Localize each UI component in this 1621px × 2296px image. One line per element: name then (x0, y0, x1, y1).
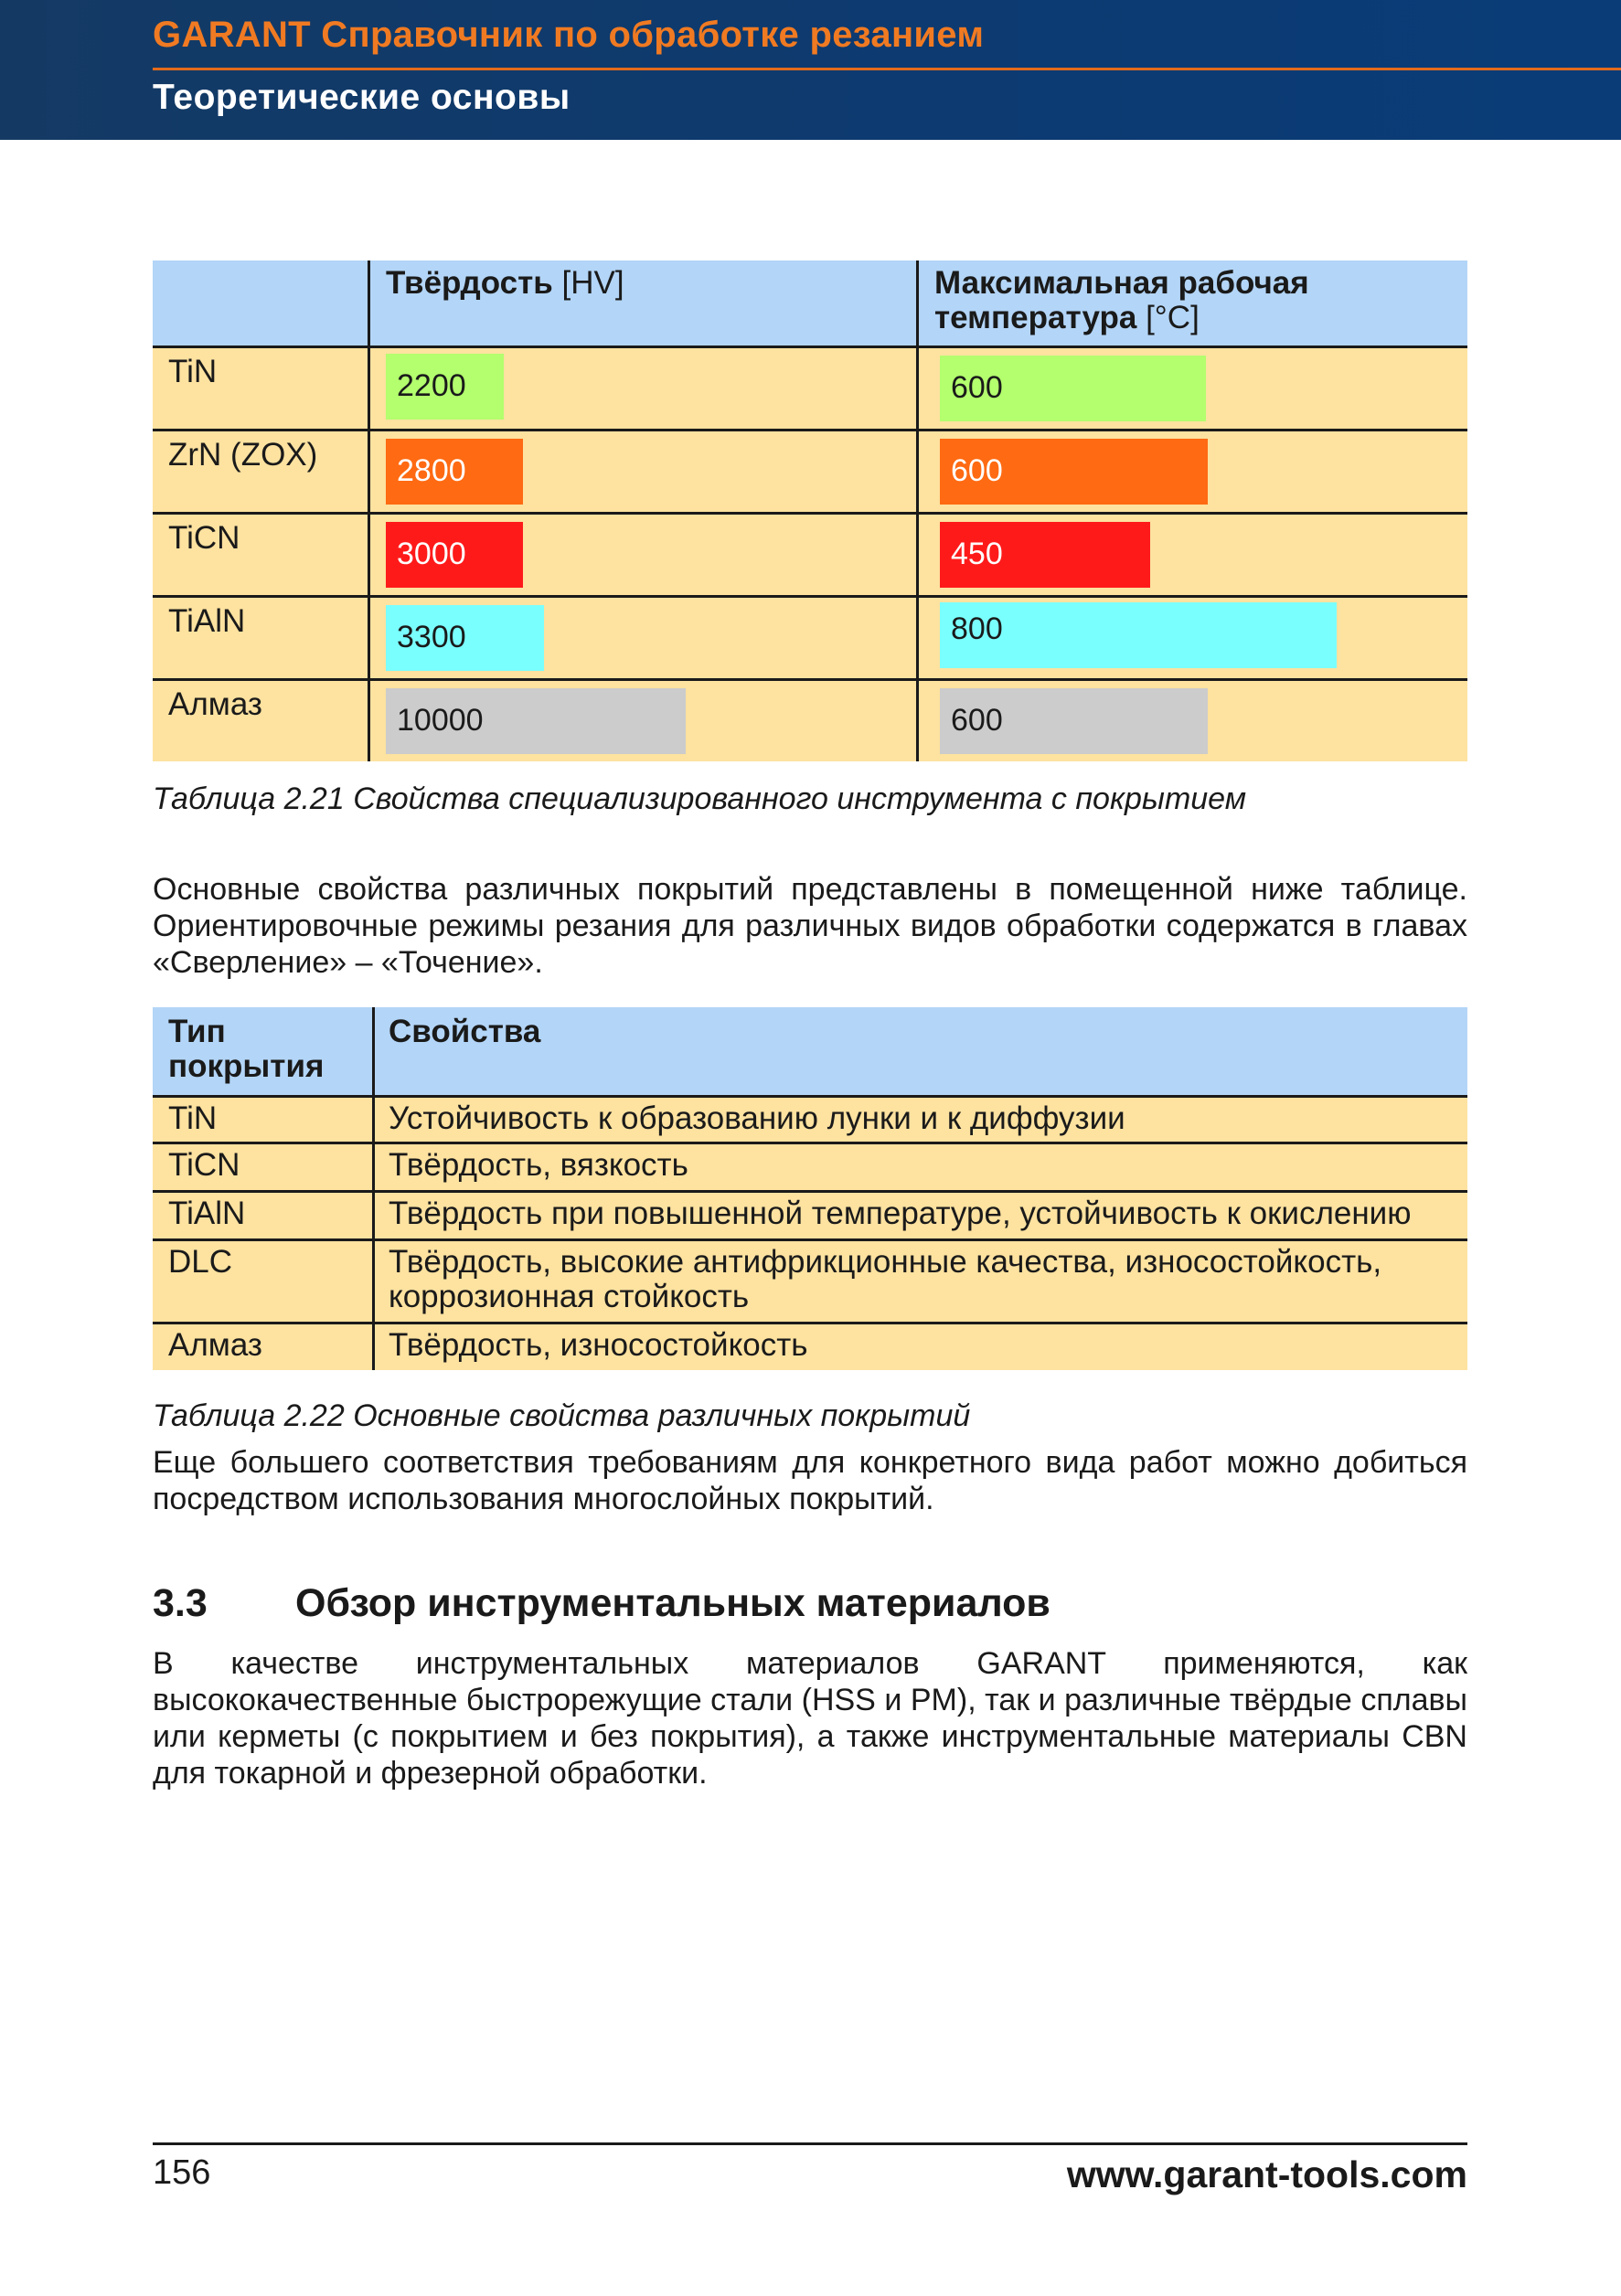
coating-name: TiAlN (168, 603, 246, 639)
coating-properties: Твёрдость, высокие антифрикционные качества, износостойкость, коррозионная стойкость (389, 1244, 1382, 1314)
multilayer-paragraph: Еще большего соответствия требованиям для конкретного вида работ можно добиться посредством использования многослойных покрытий. (153, 1445, 1467, 1516)
column-divider (372, 1007, 375, 1095)
table-caption: Таблица 2.21 Свойства специализированного инструмента с покрытием (153, 781, 1247, 816)
table-row (153, 595, 1467, 678)
column-divider (368, 260, 370, 345)
column-divider (368, 431, 370, 512)
coating-properties: Устойчивость к образованию лунки и к диффузии (389, 1100, 1125, 1136)
column-divider (372, 1144, 375, 1190)
table-row (153, 1142, 1467, 1190)
table-header-row (153, 260, 1467, 345)
page-number: 156 (153, 2153, 211, 2192)
coating-type: DLC (168, 1244, 233, 1280)
coating-name: Алмаз (168, 686, 262, 722)
coating-type: TiAlN (168, 1196, 246, 1231)
column-divider (916, 260, 919, 345)
tool-materials-paragraph: В качестве инструментальных материалов GARANT применяются, как высококачественные быстрорежущие стали (HSS и PM), так и различные твёрдые сплавы или керметы (с покрытием и без покрытия), а также инструментальные материалы CBN для токарной и фрезерной обработки. (153, 1646, 1467, 1791)
column-divider (368, 598, 370, 678)
coating-type: TiCN (168, 1147, 240, 1183)
temperature-bar: 600 (940, 356, 1206, 421)
table-row (153, 1322, 1467, 1370)
table-row (153, 429, 1467, 512)
column-divider (916, 431, 919, 512)
footer-divider (153, 2142, 1467, 2145)
column-divider (368, 681, 370, 761)
section-number: 3.3 (153, 1581, 208, 1625)
coating-name: ZrN (ZOX) (168, 437, 318, 473)
section-heading (153, 1581, 1050, 1626)
table-row (153, 678, 1467, 761)
table-row (153, 345, 1467, 429)
coating-name: TiCN (168, 520, 240, 556)
column-divider (916, 681, 919, 761)
intro-paragraph: Основные свойства различных покрытий представлены в помещенной ниже таблице. Ориентировочные режимы резания для различных видов обработки содержатся в главах «Сверление» – «Точение». (153, 872, 1467, 980)
header-title: GARANT Справочник по обработке резанием (153, 15, 985, 55)
table-row (153, 1238, 1467, 1322)
column-divider (372, 1193, 375, 1238)
table-row (153, 512, 1467, 595)
column-divider (372, 1241, 375, 1322)
hardness-bar: 2200 (386, 354, 504, 420)
coating-name: TiN (168, 354, 218, 389)
temperature-bar: 800 (940, 602, 1337, 668)
coating-types-table (153, 1007, 1467, 1370)
column-divider (916, 598, 919, 678)
table-header-row (153, 1007, 1467, 1095)
header-subtitle: Теоретические основы (153, 78, 571, 117)
table-row (153, 1190, 1467, 1238)
coating-properties: Твёрдость, вязкость (389, 1147, 688, 1183)
coating-properties: Твёрдость при повышенной температуре, устойчивость к окислению (389, 1196, 1412, 1231)
type-header: Тип покрытия (168, 1014, 325, 1084)
temperature-bar: 450 (940, 522, 1150, 588)
coating-properties-table (153, 260, 1467, 761)
column-divider (372, 1324, 375, 1370)
hardness-bar: 3300 (386, 605, 544, 671)
website-link[interactable]: www.garant-tools.com (1066, 2153, 1467, 2195)
hardness-header: Твёрдость [HV] (386, 265, 624, 301)
coating-type: TiN (168, 1100, 218, 1136)
coating-properties: Твёрдость, износостойкость (389, 1327, 808, 1363)
temperature-bar: 600 (940, 688, 1208, 754)
page-header (0, 0, 1621, 140)
properties-header: Свойства (389, 1014, 541, 1049)
coating-type: Алмаз (168, 1327, 262, 1363)
table-caption: Таблица 2.22 Основные свойства различных покрытий (153, 1398, 971, 1433)
temperature-header: Максимальная рабочая температура [°C] (934, 265, 1309, 335)
section-title: Обзор инструментальных материалов (295, 1581, 1050, 1625)
column-divider (916, 348, 919, 429)
column-divider (372, 1098, 375, 1142)
header-divider (153, 68, 1621, 70)
hardness-bar: 2800 (386, 439, 523, 505)
hardness-bar: 3000 (386, 522, 523, 588)
hardness-bar: 10000 (386, 688, 686, 754)
column-divider (368, 515, 370, 595)
temperature-bar: 600 (940, 439, 1208, 505)
column-divider (916, 515, 919, 595)
table-row (153, 1095, 1467, 1142)
column-divider (368, 348, 370, 429)
